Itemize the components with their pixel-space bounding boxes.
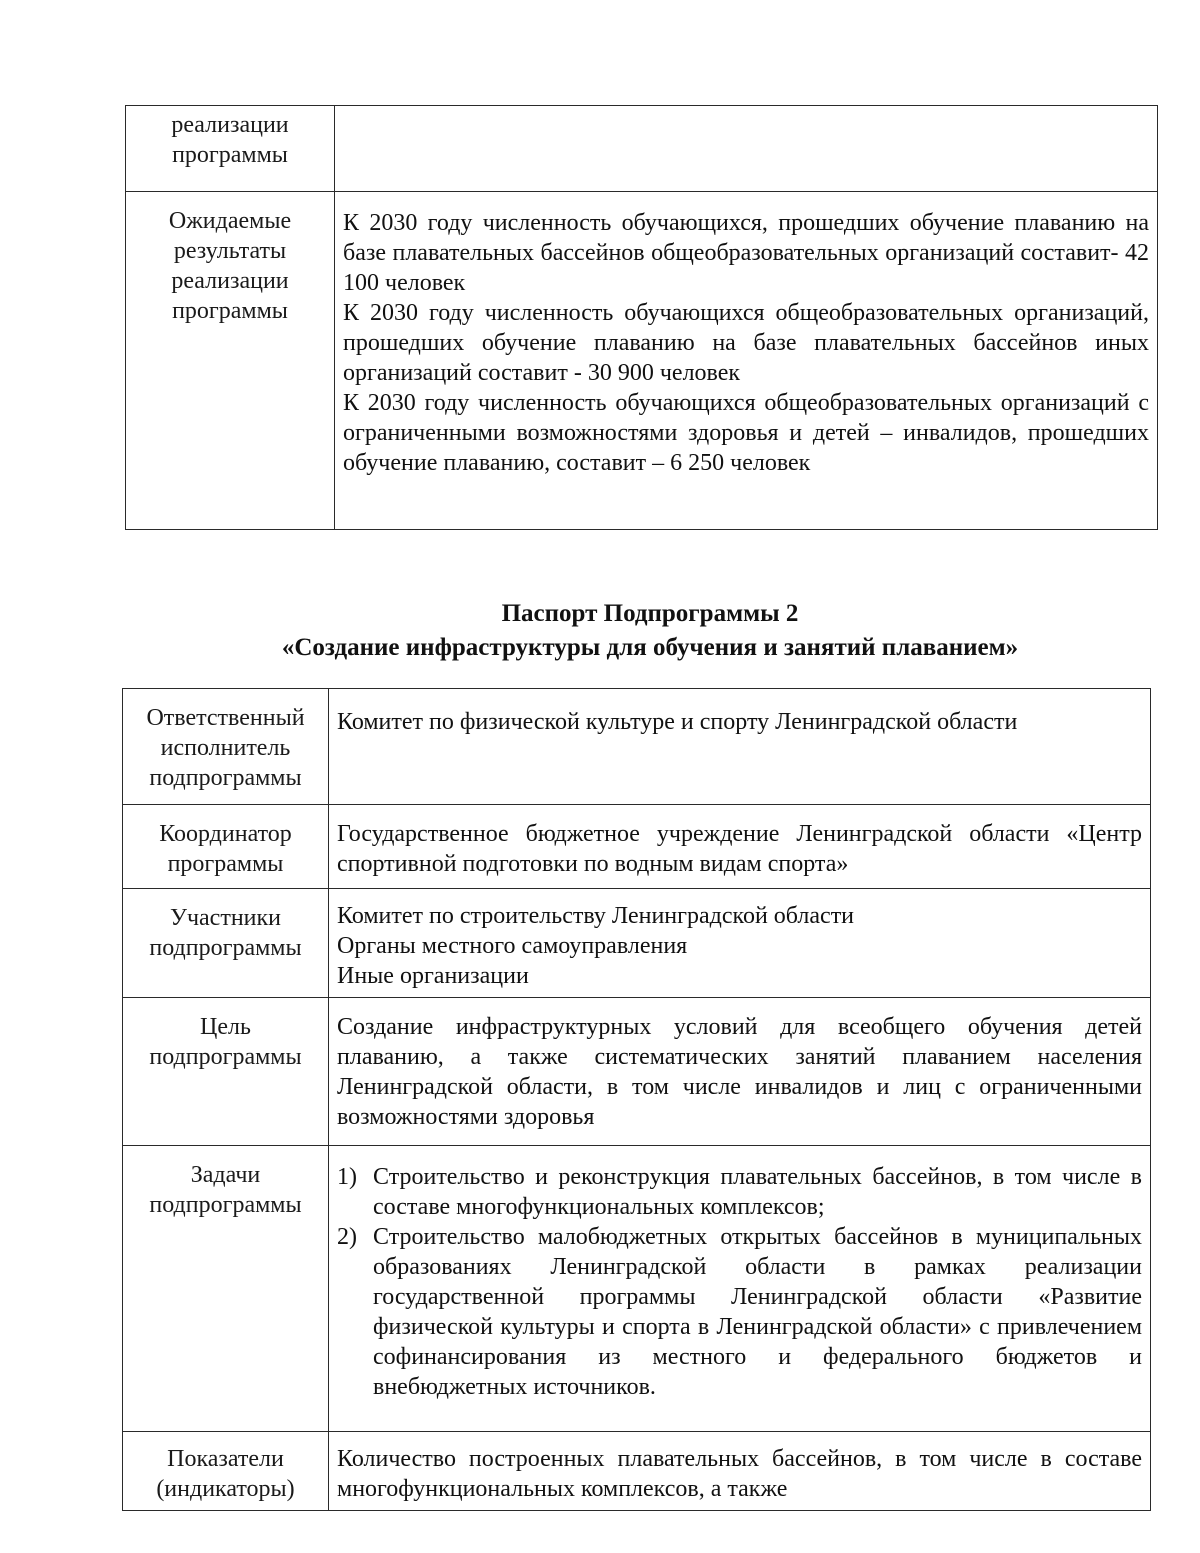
label-line: Задачи: [190, 1162, 261, 1188]
row-label: [123, 1432, 329, 1511]
expected-result-paragraph: К 2030 году численность обучающихся, прошедших обучение плаванию на базе плавательных бассейнов общеобразовательных организаций составит- 42 100 человек: [343, 210, 1149, 296]
table-row-expected-results: [126, 192, 1158, 530]
program-passport-table-continued: [125, 105, 1158, 530]
label-line: программы: [172, 298, 288, 324]
row-label: [126, 106, 335, 192]
row-label: [123, 805, 329, 889]
subprogram-passport-table: [122, 688, 1151, 1511]
row-label: [126, 192, 335, 530]
label-line: исполнитель: [160, 735, 291, 761]
row-value: [329, 998, 1151, 1146]
row-label: [123, 998, 329, 1146]
subprogram-title-line2: «Создание инфраструктуры для обучения и занятий плаванием»: [281, 634, 1019, 661]
label-line: Участники: [169, 905, 282, 931]
label-line: Координатор: [159, 821, 292, 847]
list-item: [337, 1162, 1142, 1222]
coordinator-value: Государственное бюджетное учреждение Ленинградской области «Центр спортивной подготовки по водным видам спорта»: [337, 821, 1142, 877]
table-row-coordinator: [123, 805, 1151, 889]
table-row-responsible: [123, 689, 1151, 805]
participant-item: Комитет по строительству Ленинградской области: [337, 903, 855, 929]
label-line: подпрограммы: [149, 1192, 302, 1218]
responsible-value: Комитет по физической культуре и спорту Ленинградской области: [337, 709, 1018, 735]
row-value: [329, 1146, 1151, 1432]
table-row-tasks: [123, 1146, 1151, 1432]
label-line: (индикаторы): [156, 1476, 295, 1502]
expected-result-paragraph: К 2030 году численность обучающихся общеобразовательных организаций, прошедших обучение плаванию на базе плавательных бассейнов иных организаций составит - 30 900 человек: [343, 300, 1149, 386]
participant-item: Органы местного самоуправления: [337, 933, 688, 959]
label-line: Ответственный: [146, 705, 305, 731]
row-value-empty: [335, 106, 1158, 192]
label-line: Ожидаемые: [168, 208, 292, 234]
row-value: [329, 689, 1151, 805]
row-label: [123, 689, 329, 805]
label-line: подпрограммы: [149, 935, 302, 961]
label-line: результаты: [173, 238, 287, 264]
row-label: [123, 1146, 329, 1432]
list-item-text: Строительство малобюджетных открытых бассейнов в муниципальных образованиях Ленинградской области в рамках реализации государственной программы Ленинградской области «Развитие физической культуры и спорта в Ленинградской области» с привлечением софинансирования из местного и федерального бюджетов и внебюджетных источников.: [373, 1224, 1142, 1400]
indicators-value: Количество построенных плавательных бассейнов, в том числе в составе многофункциональных комплексов, а также: [337, 1446, 1142, 1502]
label-line: программы: [167, 851, 284, 877]
row-value: [329, 889, 1151, 998]
label-line: Показатели: [167, 1446, 284, 1472]
expected-result-paragraph: К 2030 году численность обучающихся общеобразовательных организаций с ограниченными возможностями здоровья и детей – инвалидов, прошедших обучение плаванию, составит – 6 250 человек: [343, 390, 1149, 476]
goal-value: Создание инфраструктурных условий для всеобщего обучения детей плаванию, а также систематических занятий плаванием населения Ленинградской области, в том числе инвалидов и лиц с ограниченными возможностями здоровья: [337, 1014, 1142, 1130]
row-label: [123, 889, 329, 998]
table-row-goal: [123, 998, 1151, 1146]
table-row-indicators: [123, 1432, 1151, 1511]
label-line: программы: [172, 142, 288, 168]
list-item: [337, 1222, 1142, 1402]
table-row-implementation: [126, 106, 1158, 192]
tasks-list: [337, 1162, 1142, 1402]
label-line: Цель: [200, 1014, 251, 1040]
list-item-number: 2): [337, 1224, 357, 1250]
row-value: [329, 1432, 1151, 1511]
label-line: подпрограммы: [149, 1044, 302, 1070]
list-item-text: Строительство и реконструкция плавательных бассейнов, в том числе в составе многофункциональных комплексов;: [373, 1164, 1142, 1220]
label-line: реализации: [171, 268, 289, 294]
label-line: подпрограммы: [149, 765, 302, 791]
subprogram-title: [0, 597, 1200, 665]
list-item-number: 1): [337, 1164, 357, 1190]
label-line: реализации: [171, 112, 289, 138]
participant-item: Иные организации: [337, 963, 529, 989]
row-value: [335, 192, 1158, 530]
row-value: [329, 805, 1151, 889]
subprogram-title-line1: Паспорт Подпрограммы 2: [501, 600, 799, 627]
table-row-participants: [123, 889, 1151, 998]
